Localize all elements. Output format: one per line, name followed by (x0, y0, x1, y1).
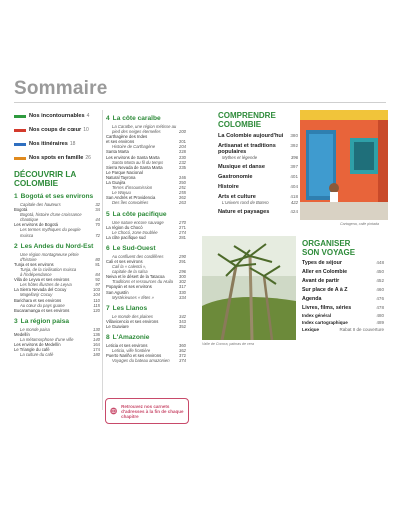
organize-entry (302, 269, 384, 275)
toc-entry-page: 110 (93, 297, 100, 303)
section-number: 1 (14, 193, 18, 200)
address-callout (105, 398, 189, 424)
organize-entry-title: Types de séjour (302, 260, 342, 266)
understand-subentry (218, 200, 298, 205)
organize-entry-page: 452 (376, 278, 384, 283)
toc-entry-page: 34 (95, 207, 100, 213)
highlight-label: Nos itinéraires (29, 141, 68, 147)
organize-heading-1: ORGANISER (302, 239, 351, 248)
toc-entry-title: Villa de Leyva et ses environs (14, 277, 70, 283)
section-heading (14, 318, 100, 325)
section-title: Le Sud-Ouest (112, 244, 156, 252)
understand-entry-page: 401 (290, 174, 298, 179)
index-entry (302, 327, 384, 332)
toc-entry-title: Le Chocó, zone troublée (112, 229, 158, 235)
toc-entry-page: 80 (95, 256, 100, 262)
highlight-label: Nos incontournables (29, 113, 85, 119)
section-title: Les Andes du Nord-Est (20, 242, 94, 250)
organize-entry-page: 478 (376, 305, 384, 310)
understand-entry-title: Nature et paysages (218, 209, 270, 215)
understand-entry (218, 164, 298, 170)
understand-subentry (218, 155, 298, 160)
understand-entry (218, 143, 298, 155)
toc-entry-page: 302 (179, 279, 186, 285)
index-entry-page: 489 (376, 320, 384, 325)
photo-wax-palms (202, 236, 296, 340)
understand-entry-title: Arts et culture (218, 194, 256, 200)
toc-entry-title: San Andrés et Providencia (106, 195, 156, 201)
highlight-color-bar (14, 115, 26, 118)
toc-entry-page: 271 (179, 224, 186, 230)
understand-entry-title: La Colombie aujourd'hui (218, 133, 284, 139)
understand-subentry-title: Mythes et légende (222, 155, 258, 160)
toc-entry-page: 140 (93, 336, 100, 342)
toc-entry-title: Medellín (14, 331, 30, 337)
understand-entry-title: Gastronomie (218, 174, 253, 180)
highlights-list (14, 110, 100, 164)
section-number: 3 (14, 317, 18, 325)
title-divider (14, 102, 386, 103)
understand-entry-page: 424 (290, 209, 298, 214)
book-pin-icon (110, 404, 117, 418)
toc-entry (14, 233, 100, 238)
toc-entry-title: La Guajira (106, 180, 126, 186)
organize-entry-title: Agenda (302, 296, 322, 302)
toc-entry-title: Leticia, ville frontière (112, 348, 151, 354)
index-entry-title: Lexique (302, 327, 320, 332)
toc-entry (106, 235, 186, 240)
section-title: La côte caraïbe (112, 115, 161, 122)
toc-entry-title: Capitale des hauteurs (20, 202, 61, 207)
section-title: Bogotá et ses environs (20, 193, 94, 200)
toc-entry-page: 374 (179, 358, 186, 364)
toc-entry-title: La Caraïbe, une région métisse au (112, 124, 177, 129)
toc-entry-title: Popayán et ses environs (106, 284, 152, 290)
section-number: 4 (106, 115, 110, 122)
highlight-label: Nos coups de cœur (29, 127, 82, 133)
toc-column-discover (14, 110, 100, 357)
section-number: 2 (14, 242, 18, 250)
toc-entry-page: 164 (93, 342, 100, 348)
toc-entry-title: Le Guaviare (106, 323, 129, 329)
organize-entry-page: 460 (376, 287, 384, 292)
toc-entry-title: Le monde paisa (20, 326, 50, 332)
toc-entry-page: 291 (179, 258, 186, 264)
organize-entry-page: 448 (376, 260, 384, 265)
organize-list (302, 260, 384, 332)
toc-entry-page: 81 (95, 261, 100, 267)
toc-entry-page: 200 (179, 129, 186, 135)
toc-entry-title: Le Triangle du café (14, 347, 50, 353)
toc-entry-page: 84 (95, 272, 100, 278)
toc-entry-title: Histoire de Carthagène (112, 144, 156, 150)
toc-entry-title: muisca (20, 232, 34, 238)
toc-entry (106, 324, 186, 329)
toc-entry-title: Les environs de Santa Marta (106, 154, 160, 160)
index-entry-title: Index cartographique (302, 320, 348, 325)
organize-entry (302, 305, 384, 311)
understand-entry-title: Musique et danse (218, 164, 265, 170)
toc-entry-title: La métamorphose d'une ville (20, 336, 74, 342)
toc-entry (14, 352, 100, 357)
toc-entry-page: 72 (95, 232, 100, 238)
index-entry (302, 313, 384, 318)
toc-entry-title: Magellanjr Cocuy (20, 292, 53, 298)
toc-entry-page: 115 (93, 302, 100, 308)
photo-caption-palms: Valle de Cocora, palmas de cera (202, 342, 255, 346)
toc-entry-page: 290 (179, 253, 186, 259)
toc-entry-title: Cali et ses environs (106, 258, 143, 264)
toc-entry-title: Santa Marta (106, 149, 129, 155)
organize-entry-title: Avant de partir (302, 278, 340, 284)
toc-entry-page: 104 (93, 292, 100, 298)
toc-entry-page: 262 (179, 195, 186, 201)
highlight-color-bar (14, 157, 26, 160)
toc-entry-title: Voyages du bateau amazonien (112, 358, 170, 364)
understand-entry-title: Histoire (218, 184, 239, 190)
section-title: L'Amazonie (112, 334, 150, 341)
section-heading (106, 334, 186, 341)
toc-entry-title: Au cœur du pays guane (20, 302, 65, 308)
toc-entry-title: Sierra Nevada de Santa Marta (106, 164, 163, 170)
toc-entry-title: Mystérieuses « têtes » (112, 294, 154, 300)
toc-entry-page: 362 (179, 348, 186, 354)
toc-entry-title: Bogotá, histoire d'une croissance (20, 212, 82, 218)
highlight-color-bar (14, 129, 26, 132)
index-entry-page: 480 (376, 313, 384, 318)
section-heading (106, 245, 186, 252)
understand-list (218, 133, 298, 215)
toc-entry-page: 232 (179, 159, 186, 165)
section-heading (14, 243, 100, 250)
toc-entry-title: Carthagène des Indes (106, 134, 148, 140)
highlight-page: 10 (83, 127, 89, 133)
toc-column-regions (106, 110, 186, 363)
toc-entry-page: 97 (95, 282, 100, 288)
toc-entry-page: 296 (179, 269, 186, 275)
toc-entry (106, 358, 186, 363)
toc-entry-title: San Agustín (106, 289, 129, 295)
toc-entry-title: La région du Chocó (106, 224, 143, 230)
section-number: 5 (106, 210, 110, 218)
toc-entry-title: Le Parque Nacional (106, 169, 143, 175)
understand-entry-page: 392 (290, 143, 298, 148)
toc-entry-title: Terres d'insoumission (112, 185, 153, 191)
toc-entry (106, 295, 186, 300)
understand-heading-2: COLOMBIE (218, 119, 262, 129)
regions-sections (106, 115, 186, 363)
toc-entry-title: pied des neiges éternelles (112, 129, 161, 135)
highlight-label: Nos spots en famille (29, 155, 84, 161)
toc-entry-title: La côte pacifique sud (106, 234, 146, 240)
toc-entry-title: La Sierra Nevada del Cocuy (14, 287, 67, 293)
organize-entry-title: Livres, films, séries (302, 305, 352, 311)
toc-entry-page: 92 (95, 277, 100, 283)
highlight-item (14, 124, 100, 136)
toc-entry-title: à l'indépendance (20, 272, 52, 278)
understand-heading-1: COMPRENDRE (218, 111, 276, 120)
index-entry-title: Index général (302, 313, 332, 318)
toc-entry-page: 317 (179, 284, 186, 290)
toc-entry-title: Les environs de Medellín (14, 342, 61, 348)
organize-entry (302, 260, 384, 266)
understand-entry-page: 404 (290, 184, 298, 189)
toc-entry-title: Bucaramanga et ses environs (14, 307, 70, 313)
photo-colorful-house (300, 110, 388, 220)
toc-entry-page: 32 (95, 202, 100, 207)
organize-entry-page: 476 (376, 296, 384, 301)
toc-entry-title: Une nature encore sauvage (112, 219, 164, 225)
page-title: Sommaire (14, 78, 108, 99)
photo-caption-house: Cartagena, calle pintada (340, 222, 379, 226)
understand-entry-page: 418 (290, 194, 298, 199)
discover-sections (14, 193, 100, 357)
toc-entry-title: Des îles convoitées (112, 200, 149, 206)
section-heading (14, 193, 100, 200)
toc-entry-title: Leticia et ses environs (106, 343, 148, 348)
understand-entry-title: Artisanat et traditions populaires (218, 143, 276, 155)
toc-entry-title: et ses environs (106, 139, 135, 145)
toc-entry-title: Villavicencio et ses environs (106, 318, 159, 324)
toc-entry-page: 352 (179, 323, 186, 329)
toc-entry-page: 300 (179, 274, 186, 280)
toc-entry-title: d'histoire (20, 256, 37, 262)
toc-entry-page: 246 (179, 174, 186, 180)
understand-section (218, 112, 298, 215)
toc-entry-title: Puerto Nariño et ses environs (106, 353, 162, 359)
toc-entry-title: Traditions et ressources du Huila (112, 279, 173, 285)
organize-entry-title: Sur place de A à Z (302, 287, 348, 293)
index-entry-page: Rabat II de couverture (339, 327, 384, 332)
toc-entry-page: 274 (179, 229, 186, 235)
toc-entry-page: 201 (179, 139, 186, 145)
toc-entry-page: 103 (93, 287, 100, 293)
toc-entry-page: 334 (179, 294, 186, 300)
toc-entry-page: 180 (93, 352, 100, 358)
toc-entry-page: 281 (179, 234, 186, 240)
toc-entry-page: 235 (179, 164, 186, 170)
toc-entry-page: 342 (179, 313, 186, 319)
toc-entry-title: Neiva et le désert de la Tatacoa (106, 274, 165, 280)
section-number: 8 (106, 334, 110, 341)
toc-entry-title: Le monde des plaines (112, 313, 153, 319)
organize-entry-page: 450 (376, 269, 384, 274)
understand-entry-page: 397 (290, 164, 298, 169)
highlight-item (14, 110, 100, 122)
toc-entry-page: 70 (95, 222, 100, 228)
section-title: La côte pacifique (112, 210, 167, 218)
toc-entry-title: capitale de la salsa (112, 269, 148, 275)
highlight-page: 18 (69, 141, 76, 147)
toc-entry-title: Tunja, de la civilisation muisca (20, 266, 77, 272)
toc-entry (106, 200, 186, 205)
understand-subentry-page: 396 (290, 155, 298, 160)
section-number: 6 (106, 244, 110, 252)
toc-entry-title: chaotique (20, 217, 39, 223)
understand-entry (218, 184, 298, 190)
section-title: La région paisa (20, 317, 70, 325)
organize-entry (302, 296, 384, 302)
organize-entry (302, 287, 384, 293)
callout-text: Retrouvez nos carnets d'adresses à la fin de chaque chapitre (121, 403, 184, 419)
section-heading (106, 211, 186, 218)
highlight-page: 4 (86, 113, 90, 119)
toc-entry-page: 250 (179, 180, 186, 186)
toc-entry-title: Tunja et ses environs (14, 261, 54, 267)
toc-entry-title: Les environs de Bogotá (14, 222, 58, 228)
toc-entry-page: 372 (179, 353, 186, 359)
organize-section (302, 240, 384, 332)
toc-entry-page: 230 (179, 154, 186, 160)
understand-entry-page: 380 (290, 133, 298, 138)
organize-entry-title: Aller en Colombie (302, 269, 348, 275)
toc-entry-title: Natural Tayrona (106, 174, 136, 180)
toc-entry-page: 130 (93, 326, 100, 332)
toc-entry-title: Les termes mythiques du peuple (20, 227, 81, 233)
toc-entry-page: 263 (179, 200, 186, 206)
toc-entry-title: Les hôtes illustres de Leyva (20, 282, 72, 288)
toc-entry-title: Cali la « calentá », (112, 264, 147, 270)
toc-entry-page: 360 (179, 343, 186, 348)
toc-entry-title: Bogotá (14, 207, 28, 213)
toc-entry-title: Santa Marta au fil du temps (112, 159, 164, 165)
toc-entry-page: 330 (179, 289, 186, 295)
understand-entry (218, 209, 298, 215)
highlight-color-bar (14, 143, 26, 146)
understand-subentry-page: 422 (290, 200, 298, 205)
toc-entry-page: 204 (179, 144, 186, 150)
section-number: 7 (106, 304, 110, 312)
toc-entry-page: 270 (179, 219, 186, 225)
toc-entry-page: 255 (179, 190, 186, 196)
toc-entry-title: La culture du café (20, 352, 54, 358)
toc-entry-title: Une région montagneuse pétrie (20, 251, 79, 257)
toc-entry (14, 308, 100, 313)
toc-entry-page: 120 (93, 307, 100, 313)
toc-entry-title: Le Wayuu (112, 190, 131, 196)
section-title: Les Llanos (112, 304, 148, 312)
highlight-item (14, 152, 100, 164)
section-heading (106, 305, 186, 312)
understand-entry (218, 133, 298, 139)
highlight-page: 26 (85, 155, 91, 161)
discover-heading: DÉCOUVRIR LA COLOMBIE (14, 170, 77, 188)
toc-entry-title: Au confluent des cordillères (112, 253, 164, 259)
toc-entry-page: 174 (93, 347, 100, 353)
understand-subentry-title: L'univers rond de Botero (222, 200, 269, 205)
toc-entry-page: 228 (179, 149, 186, 155)
toc-entry-page: 343 (179, 318, 186, 324)
toc-entry-page: 251 (179, 185, 186, 191)
index-entry (302, 320, 384, 325)
organize-heading-2: SON VOYAGE (302, 247, 356, 257)
column-divider (102, 110, 103, 410)
toc-entry-title: Barichara et ses environs (14, 297, 62, 303)
highlight-item (14, 138, 100, 150)
understand-entry (218, 174, 298, 180)
toc-entry-page: 44 (95, 217, 100, 223)
toc-entry-page: 136 (93, 331, 100, 337)
organize-entry (302, 278, 384, 284)
section-heading (106, 115, 186, 122)
